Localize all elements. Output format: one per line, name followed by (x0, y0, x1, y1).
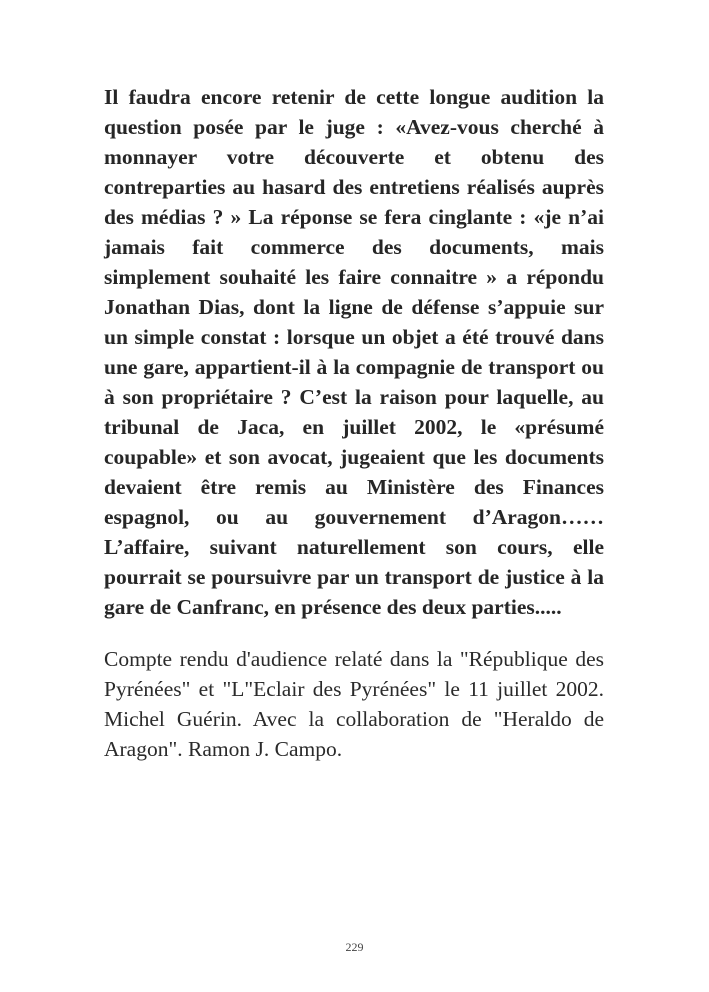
page-number: 229 (345, 940, 364, 954)
reference-paragraph: Compte rendu d'audience relaté dans la "République des Pyrénées" et "L"Eclair des Pyrénées" le 11 juillet 2002. Michel Guérin. Avec la collaboration de "Heraldo de Aragon". Ramon J. Campo. (104, 647, 604, 761)
page-body (104, 82, 604, 764)
main-paragraph: Il faudra encore retenir de cette longue audition la question posée par le juge : «Avez-vous cherché à monnayer votre découverte et obtenu des contreparties au hasard des entretiens réalisés auprès des médias ? » La réponse se fera cinglante : «je n’ai jamais fait commerce des documents, mais simplement souhaité les faire connaitre » a répondu Jonathan Dias, dont la ligne de défense s’appuie sur un simple constat : lorsque un objet a été trouvé dans une gare, appartient-il à la compagnie de transport ou à son propriétaire ? C’est la raison pour laquelle, au tribunal de Jaca, en juillet 2002, le «présumé coupable» et son avocat, jugeaient que les documents devaient être remis au Ministère des Finances espagnol, ou au gouvernement d’Aragon…… L’affaire, suivant naturellement son cours, elle pourrait se poursuivre par un transport de justice à la gare de Canfranc, en présence des deux parties..... (104, 85, 604, 619)
